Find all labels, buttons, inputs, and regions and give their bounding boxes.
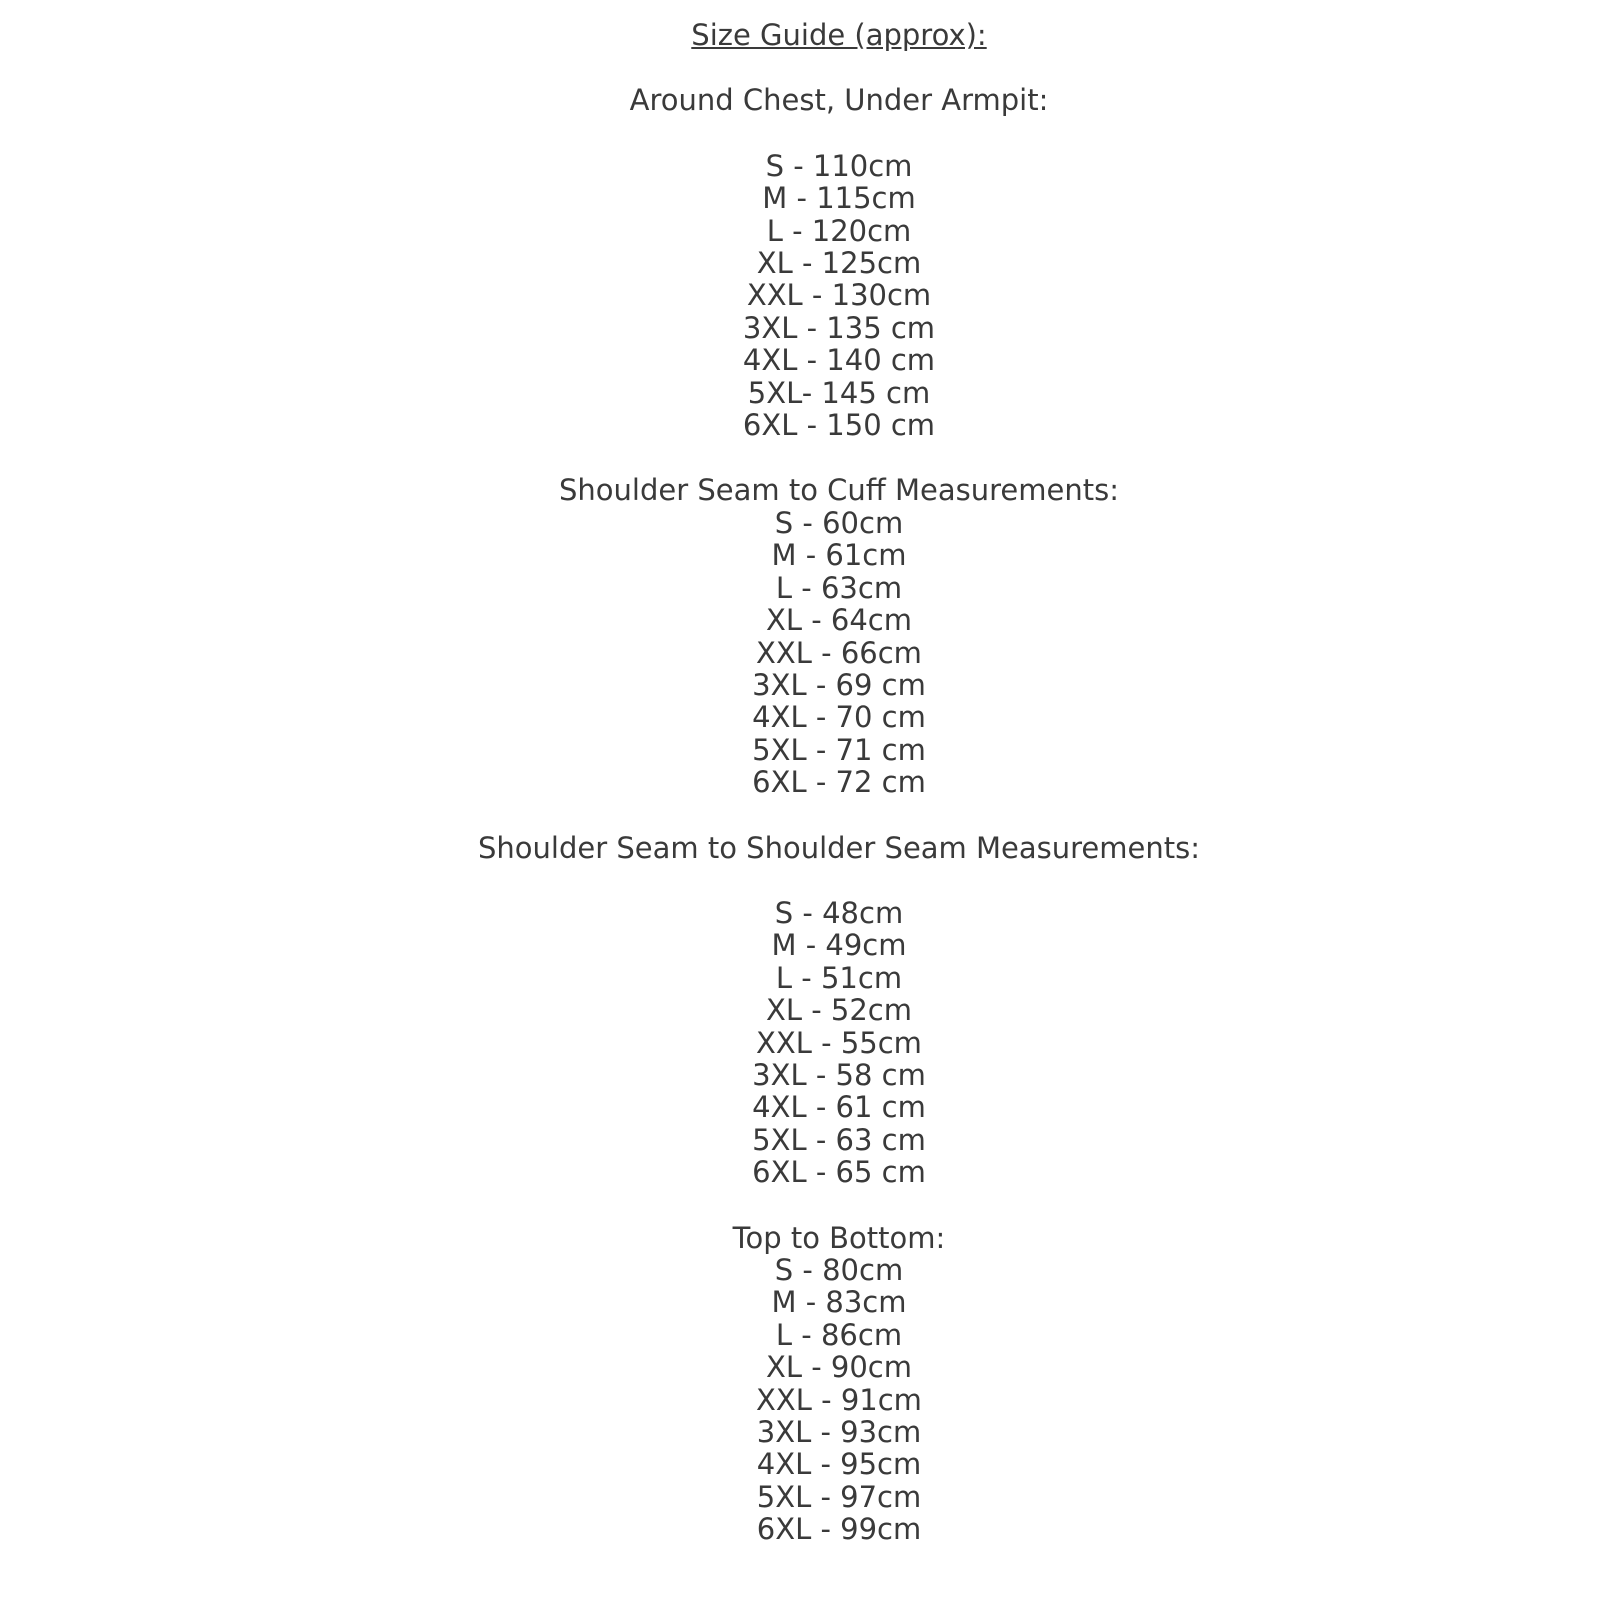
size-row: 4XL - 95cm — [756, 1447, 922, 1482]
size-row: 5XL - 63 cm — [752, 1122, 926, 1157]
size-row: L - 51cm — [775, 960, 903, 995]
size-row: 3XL - 58 cm — [752, 1057, 926, 1092]
size-row: M - 83cm — [771, 1285, 907, 1320]
page-title: Size Guide (approx): — [691, 18, 987, 52]
size-row: 5XL- 145 cm — [747, 375, 931, 410]
size-row: 3XL - 69 cm — [752, 667, 926, 702]
size-row: XXL - 55cm — [756, 1025, 922, 1060]
size-row: 6XL - 150 cm — [742, 408, 936, 443]
size-row: L - 86cm — [775, 1317, 903, 1352]
size-row: 5XL - 97cm — [756, 1479, 922, 1514]
section-rows — [78, 1254, 1600, 1546]
size-row: M - 61cm — [771, 538, 907, 573]
size-row: XXL - 130cm — [746, 278, 932, 313]
size-row: XL - 64cm — [765, 603, 913, 638]
section-rows — [78, 897, 1600, 1189]
size-row: 6XL - 65 cm — [752, 1155, 926, 1190]
section-heading: Shoulder Seam to Cuff Measurements: — [559, 473, 1119, 508]
size-row: S - 80cm — [774, 1253, 904, 1287]
size-row: 4XL - 61 cm — [752, 1090, 926, 1125]
section-heading: Shoulder Seam to Shoulder Seam Measurements: — [478, 830, 1200, 865]
section-heading: Top to Bottom: — [732, 1220, 946, 1255]
section-heading: Around Chest, Under Armpit: — [629, 83, 1049, 118]
size-guide-sections — [78, 84, 1600, 1545]
size-row: S - 110cm — [765, 148, 913, 183]
size-row: S - 60cm — [774, 505, 904, 540]
size-row: 6XL - 99cm — [756, 1512, 922, 1547]
section-rows — [78, 150, 1600, 442]
size-row: 4XL - 140 cm — [742, 343, 936, 378]
size-row: XXL - 91cm — [756, 1382, 922, 1417]
size-row: XL - 125cm — [756, 246, 922, 281]
size-row: L - 63cm — [775, 570, 903, 605]
size-row: XXL - 66cm — [756, 635, 922, 670]
size-row: M - 115cm — [762, 181, 916, 216]
size-row: 3XL - 135 cm — [742, 310, 936, 345]
size-row: 6XL - 72 cm — [752, 765, 926, 800]
size-row: 5XL - 71 cm — [752, 732, 926, 767]
size-row: XL - 52cm — [765, 993, 913, 1028]
size-row: L - 120cm — [766, 213, 912, 248]
size-row: XL - 90cm — [765, 1350, 913, 1385]
size-row: S - 48cm — [774, 895, 904, 930]
size-row: 4XL - 70 cm — [752, 700, 926, 735]
size-row: M - 49cm — [771, 928, 907, 963]
section-rows — [78, 507, 1600, 799]
size-row: 3XL - 93cm — [756, 1415, 922, 1450]
